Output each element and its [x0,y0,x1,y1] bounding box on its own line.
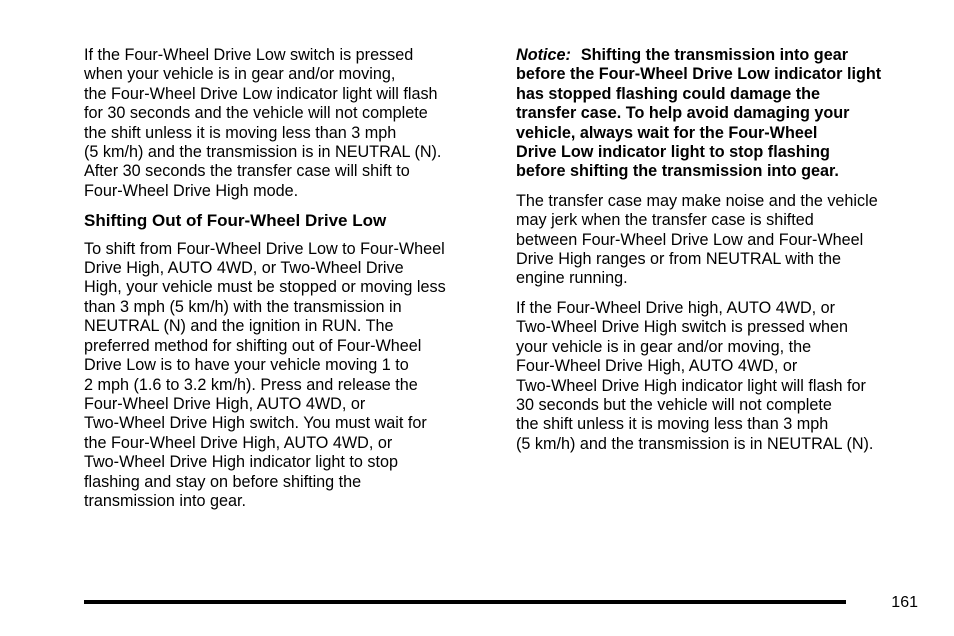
text-line: 2 mph (1.6 to 3.2 km/h). Press and release the [84,375,418,394]
paragraph-switch-pressed-low [84,46,494,201]
text-line: Four-Wheel Drive High, AUTO 4WD, or [516,357,798,376]
notice-label: Notice: [516,46,571,64]
text-line: NEUTRAL (N) and the ignition in RUN. The [84,317,394,336]
text-line: has stopped flashing could damage the [516,84,821,103]
text-line: the shift unless it is moving less than 3 mph [516,415,829,434]
text-line: After 30 seconds the transfer case will shift to [84,162,410,181]
footer-rule [84,600,846,604]
text-line: The transfer case may make noise and the vehicle [516,191,878,210]
text-line: transmission into gear. [84,491,246,510]
text-line: Two-Wheel Drive High indicator light will flash for [516,376,866,395]
text-line: If the Four-Wheel Drive high, AUTO 4WD, or [516,298,836,317]
text-line: your vehicle is in gear and/or moving, the [516,337,812,356]
text-line: engine running. [516,269,628,288]
text-line: when your vehicle is in gear and/or moving, [84,65,396,84]
text-line: vehicle, always wait for the Four-Wheel [516,123,818,142]
text-line: before the Four-Wheel Drive Low indicator light [516,65,882,84]
text-line: (5 km/h) and the transmission is in NEUTRAL (N). [84,143,442,162]
text-line: than 3 mph (5 km/h) with the transmission in [84,297,402,316]
text-line: the Four-Wheel Drive Low indicator light will flash [84,84,438,103]
text-line: Drive Low is to have your vehicle moving 1 to [84,356,409,375]
right-column [516,46,926,464]
paragraph-transfer-noise [516,192,926,289]
text-line: flashing and stay on before shifting the [84,472,362,491]
text-line: the shift unless it is moving less than 3 mph [84,123,397,142]
notice-text: Shifting the transmission into gear [580,46,848,64]
text-line: for 30 seconds and the vehicle will not complete [84,104,428,123]
text-line: Drive Low indicator light to stop flashing [516,143,830,162]
text-line: the Four-Wheel Drive High, AUTO 4WD, or [84,433,393,452]
text-line: Two-Wheel Drive High switch is pressed when [516,318,848,337]
text-line: Two-Wheel Drive High switch. You must wait for [84,414,427,433]
paragraph-shifting-out [84,240,494,512]
text-line: Two-Wheel Drive High indicator light to stop [84,453,398,472]
text-line: transfer case. To help avoid damaging your [516,104,850,123]
notice-block [516,46,926,182]
text-line: Drive High ranges or from NEUTRAL with the [516,250,842,269]
text-line: may jerk when the transfer case is shifted [516,211,814,230]
text-line: High, your vehicle must be stopped or moving less [84,278,446,297]
text-line: (5 km/h) and the transmission is in NEUTRAL (N). [516,434,874,453]
text-line: Four-Wheel Drive High, AUTO 4WD, or [84,394,366,413]
text-line: before shifting the transmission into gear. [516,162,839,181]
text-line [516,46,926,65]
text-line: If the Four-Wheel Drive Low switch is pressed [84,46,414,64]
page-number: 161 [891,594,918,611]
text-line: To shift from Four-Wheel Drive Low to Four-Wheel [84,239,445,258]
text-line: 30 seconds but the vehicle will not complete [516,395,832,414]
text-line: Drive High, AUTO 4WD, or Two-Wheel Drive [84,259,404,278]
paragraph-switch-pressed-high [516,299,926,454]
left-column [84,46,494,521]
section-heading: Shifting Out of Four-Wheel Drive Low [84,211,387,231]
text-line: between Four-Wheel Drive Low and Four-Wheel [516,230,864,249]
text-line: Four-Wheel Drive High mode. [84,181,299,200]
text-line: preferred method for shifting out of Four-Wheel [84,336,422,355]
